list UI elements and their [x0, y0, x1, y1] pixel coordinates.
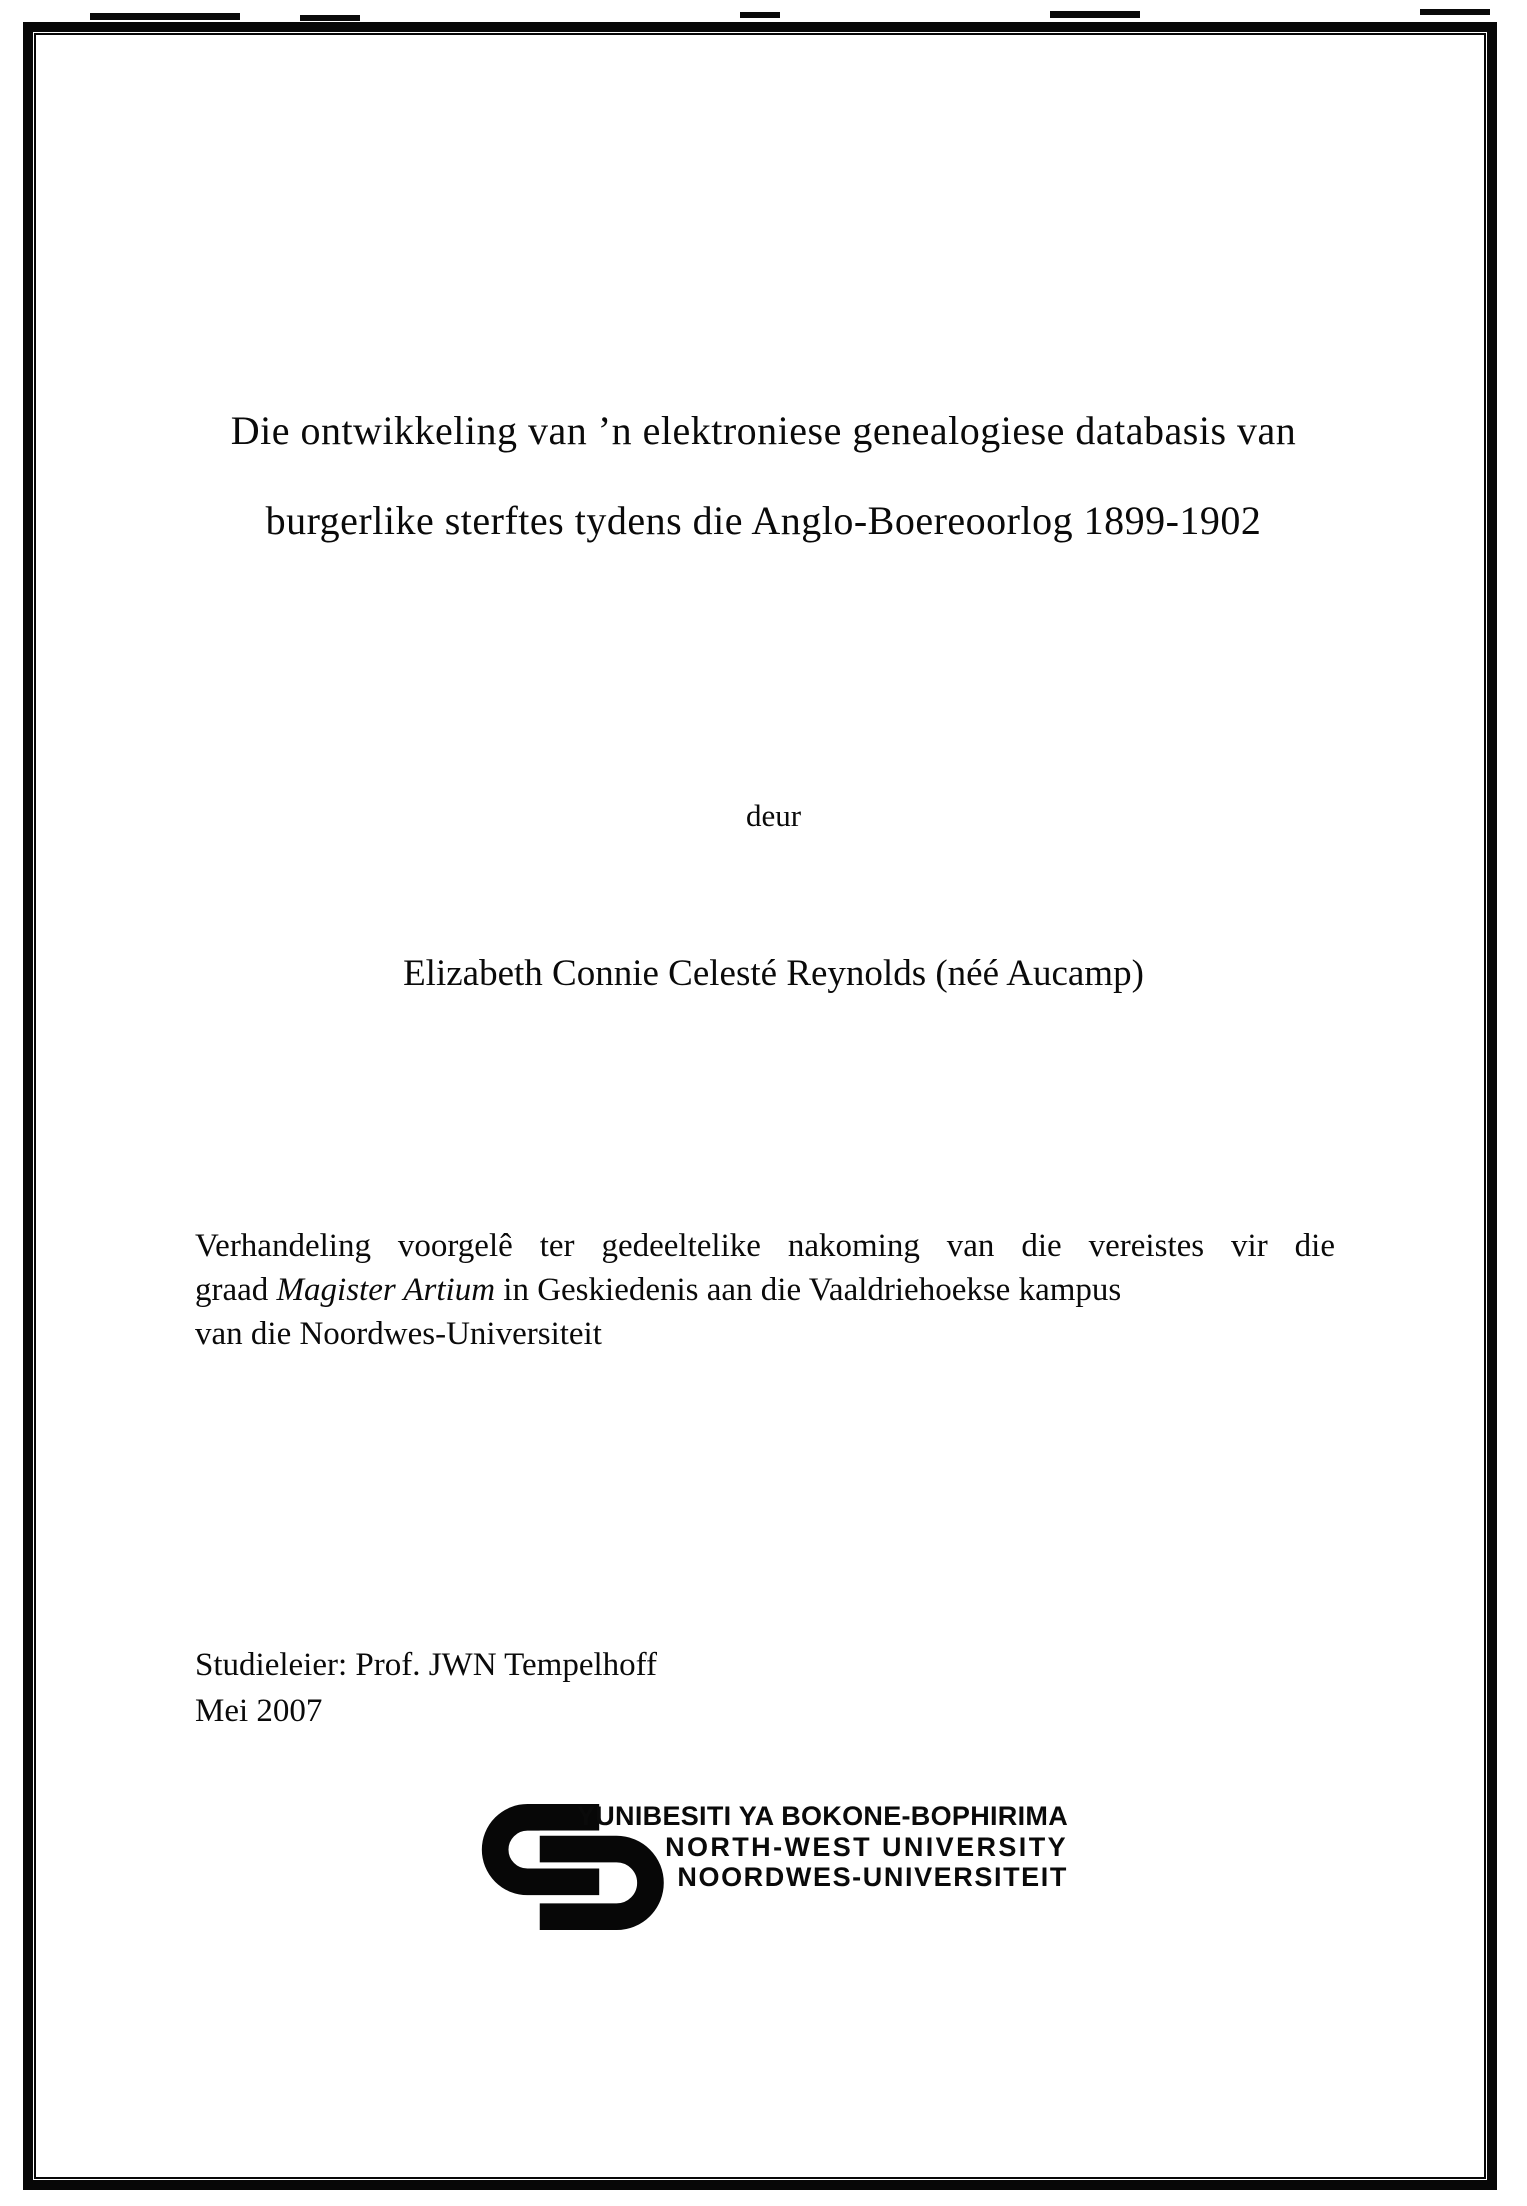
- scan-artifact-dash: [1050, 11, 1140, 18]
- logo-text-afrikaans: NOORDWES-UNIVERSITEIT: [677, 1862, 1068, 1892]
- thesis-title-line1: Die ontwikkeling van ’n elektroniese genealogiese databasis van: [230, 408, 1297, 453]
- degree-declaration: [195, 1224, 1335, 1356]
- declaration-line2: [195, 1268, 1335, 1312]
- supervisor-line: Studieleier: Prof. JWN Tempelhoff: [195, 1647, 658, 1683]
- declaration-line3: van die Noordwes-Universiteit: [195, 1316, 602, 1352]
- degree-name: Magister Artium: [276, 1272, 496, 1308]
- thesis-title-line2: burgerlike sterftes tydens die Anglo-Boereoorlog 1899-1902: [265, 498, 1262, 543]
- university-logo-text: [558, 1801, 1068, 1893]
- declaration-line1: Verhandeling voorgelê ter gedeeltelike nakoming van die vereistes vir die: [195, 1228, 1335, 1264]
- logo-text-english: NORTH-WEST UNIVERSITY: [665, 1831, 1068, 1862]
- declaration-line2-post: in Geskiedenis aan die Vaaldriehoekse kampus: [495, 1272, 1122, 1308]
- logo-text-setswana: YUNIBESITI YA BOKONE-BOPHIRIMA: [576, 1801, 1068, 1831]
- author-name: Elizabeth Connie Celesté Reynolds (néé Aucamp): [403, 953, 1144, 994]
- scan-artifact-dash: [300, 15, 360, 21]
- thesis-title: [96, 386, 1431, 566]
- scan-artifact-dash: [90, 13, 240, 20]
- supervisor-block: [195, 1642, 1095, 1734]
- scan-artifact-dash: [1420, 9, 1490, 15]
- university-logo: [468, 1800, 1088, 1970]
- date-line: Mei 2007: [195, 1693, 323, 1729]
- scan-artifact-dash: [740, 12, 780, 18]
- declaration-line2-pre: graad: [195, 1272, 277, 1308]
- byline-label: deur: [745, 798, 802, 833]
